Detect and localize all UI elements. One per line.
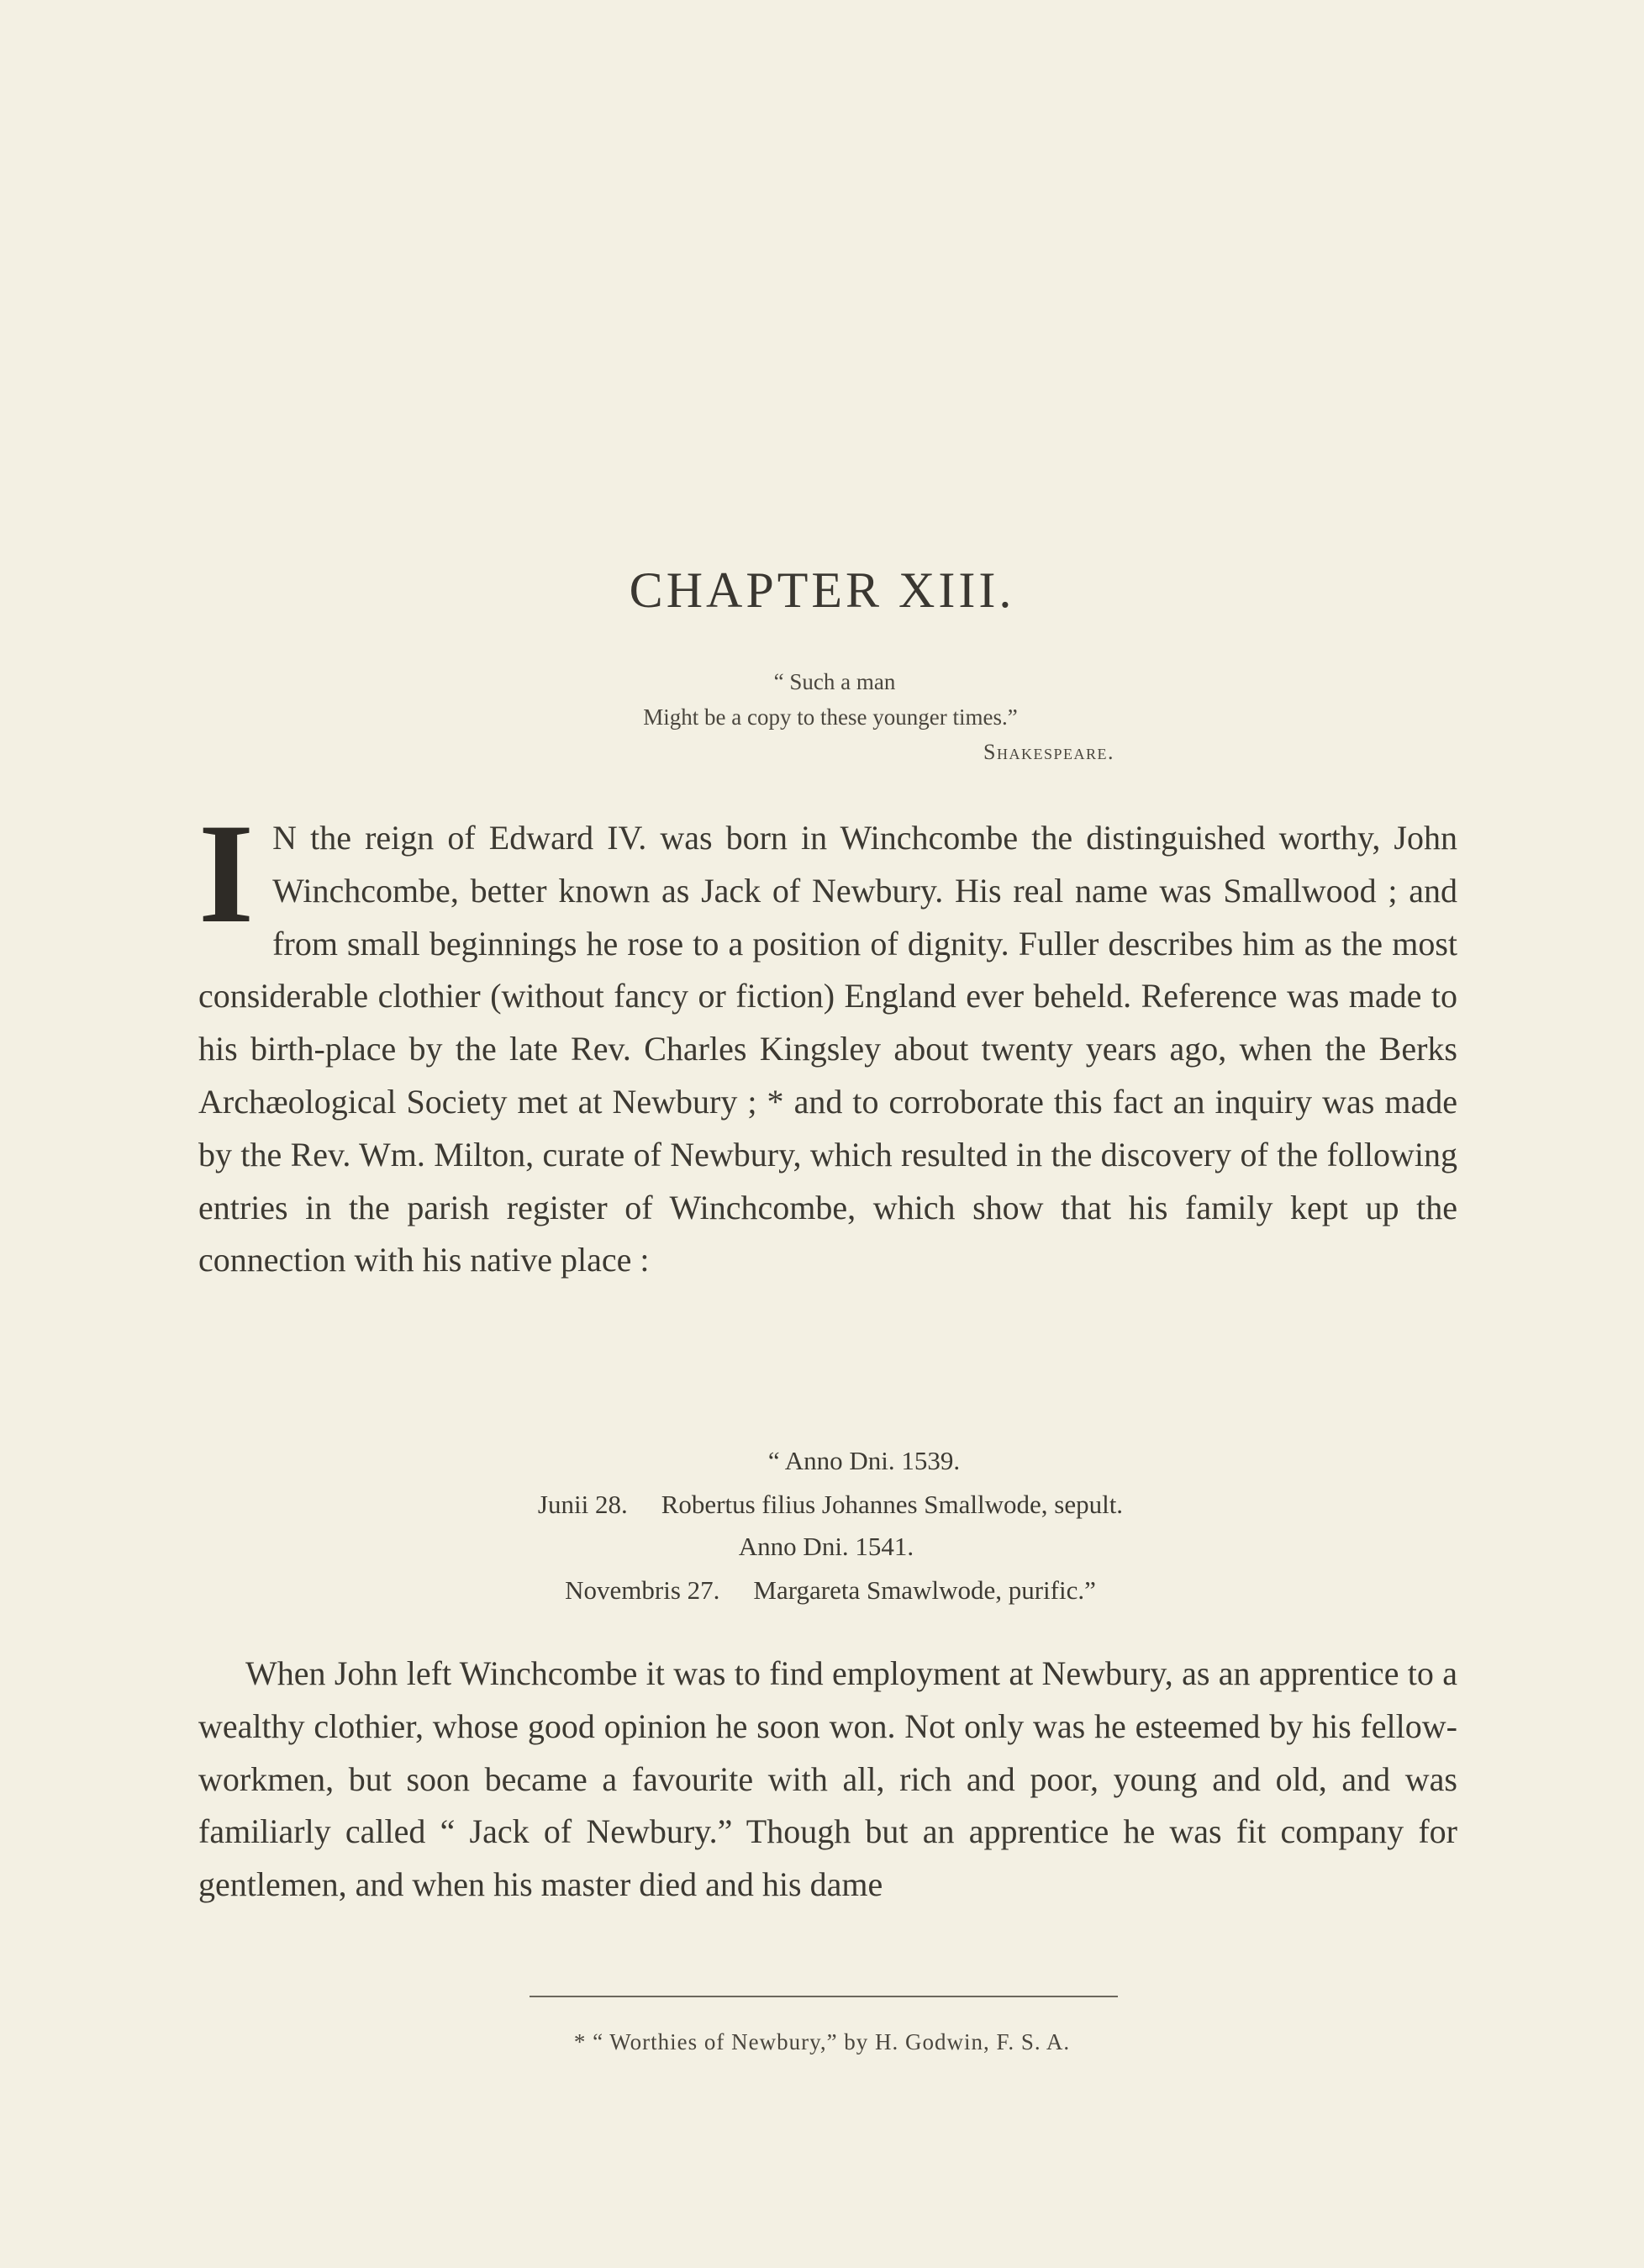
epigraph-attribution: Shakespeare. — [983, 740, 1114, 764]
register-line-4-date: Novembris 27. — [565, 1575, 720, 1605]
register-line-2 — [0, 1490, 1644, 1520]
register-line-1: “ Anno Dni. 1539. — [767, 1446, 961, 1475]
paragraph-2 — [198, 1648, 1457, 1912]
epigraph-line-2: Might be a copy to these younger times.” — [643, 704, 1018, 730]
paragraph-2-text: When John left Winchcombe it was to find employment at Newbury, as an apprentice to a wealthy clothier, whose good opinion he soon won. Not only was he esteemed by his fellow-workmen, but soon became a favourite with all, rich and poor, young and old, and was familiarly called “ Jack of Newbury.” Though but an apprentice he was fit company for gentlemen, and when his master died and his dame — [198, 1654, 1457, 1904]
epigraph-line-1: “ Such a man — [773, 669, 896, 694]
paragraph-1-text: N the reign of Edward IV. was born in Winchcombe the distinguished worthy, John Winchcombe, better known as Jack of Newbury. His real name was Smallwood ; and from small beginnings he rose to a position of dignity. Fuller describes him as the most considerable clothier (without fancy or fiction) England ever beheld. Reference was made to his birth-place by the late Rev. Charles Kingsley about twenty years ago, when the Berks Archæological Society met at Newbury ; * and to corroborate this fact an inquiry was made by the Rev. Wm. Milton, curate of Newbury, which resulted in the discovery of the following entries in the parish register of Winchcombe, which show that his family kept up the connection with his native place : — [198, 819, 1457, 1279]
footnote-rule — [530, 1996, 1118, 1997]
drop-cap: I — [198, 794, 255, 952]
footnote: * “ Worthies of Newbury,” by H. Godwin, F. S. A. — [573, 2029, 1071, 2054]
register-line-4-entry: Margareta Smawlwode, purific.” — [753, 1575, 1096, 1605]
register-line-2-date: Junii 28. — [537, 1490, 628, 1519]
register-line-3: Anno Dni. 1541. — [738, 1532, 914, 1561]
chapter-title: CHAPTER XIII. — [629, 562, 1015, 618]
register-line-4 — [0, 1575, 1644, 1606]
register-line-2-entry: Robertus filius Johannes Smallwode, sepult. — [661, 1490, 1124, 1519]
paragraph-1 — [198, 794, 1457, 1287]
